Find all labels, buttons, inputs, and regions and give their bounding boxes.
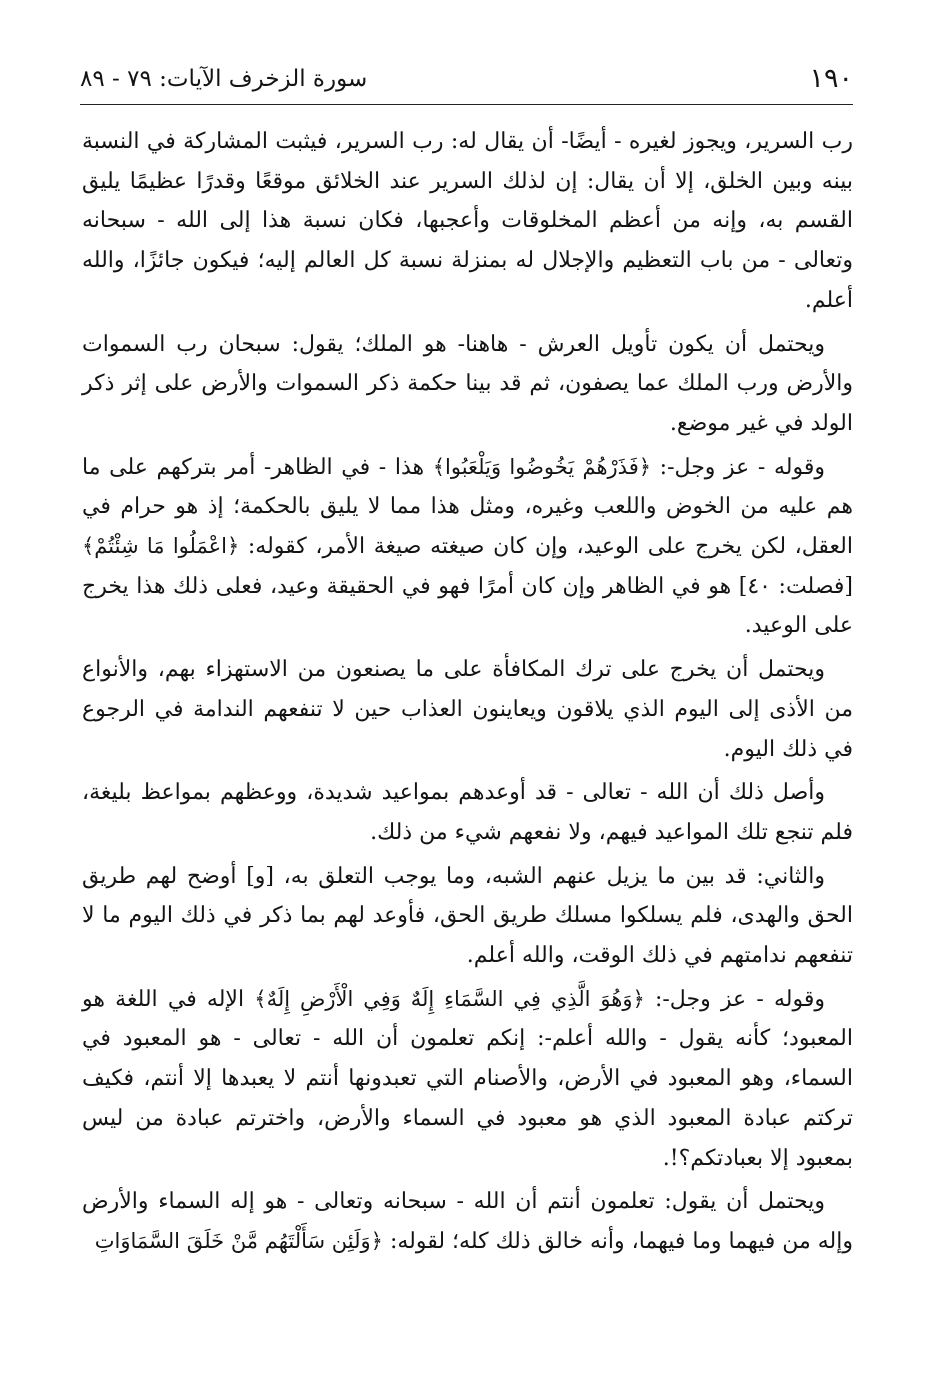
text-run: ويحتمل أن يكون تأويل العرش - هاهنا- هو الملك؛ يقول: سبحان رب السموات والأرض ورب الملك عما يصفون، ثم قد بينا حكمة ذكر السموات والأرض على إثر ذكر الولد في غير موضع.	[82, 331, 853, 436]
quran-quote: ﴿اعْمَلُوا مَا شِئْتُمْ﴾	[82, 534, 240, 559]
running-title: سورة الزخرف الآيات: ٧٩ - ٨٩	[80, 66, 368, 92]
text-run: والثاني: قد بين ما يزيل عنهم الشبه، وما يوجب التعلق به، [و] أوضح لهم طريق الحق والهدى، فلم يسلكوا مسلك طريق الحق، فأوعد لهم بما ذكر في ذلك اليوم ما لا تنفعهم ندامتهم في ذلك الوقت، والله أعلم.	[82, 863, 853, 969]
paragraph	[82, 122, 853, 321]
header-divider	[80, 104, 853, 105]
page-header	[80, 58, 853, 100]
quran-quote: ﴿فَذَرْهُمْ يَخُوضُوا وَيَلْعَبُوا﴾	[432, 454, 652, 479]
body-text	[82, 122, 853, 1266]
text-run: ويحتمل أن يقول: تعلمون أنتم أن الله - سبحانه وتعالى - هو إله السماء والأرض وإله من فيهما وما فيهما، وأنه خالق ذلك كله؛ لقوله:	[82, 1189, 853, 1254]
paragraph	[82, 325, 853, 444]
text-run: ويحتمل أن يخرج على ترك المكافأة على ما يصنعون من الاستهزاء بهم، والأنواع من الأذى إلى اليوم الذي يلاقون ويعاينون العذاب حين لا تنفعهم الندامة في الرجوع في ذلك اليوم.	[82, 657, 853, 762]
paragraph	[82, 980, 853, 1179]
quran-quote: ﴿وَلَئِن سَأَلْتَهُم مَّنْ خَلَقَ السَّمَاوَاتِ	[94, 1228, 383, 1253]
text-run: رب السرير، ويجوز لغيره - أيضًا- أن يقال له: رب السرير، فيثبت المشاركة في النسبة بينه وبين الخلق، إلا أن يقال: إن لذلك السرير عند الخلائق موقعًا وقدرًا عظيمًا يليق القسم به، وإنه من أعظم المخلوقات وأعجبها، فكان نسبة هذا إلى الله - سبحانه وتعالى - من باب التعظيم والإجلال له بمنزلة نسبة كل العالم إليه؛ فيكون جائزًا، والله أعلم.	[82, 129, 853, 313]
page-number: ١٩٠	[809, 63, 853, 94]
paragraph	[82, 773, 853, 852]
paragraph	[82, 650, 853, 769]
paragraph	[82, 1182, 853, 1261]
text-run: الإله في اللغة هو المعبود؛ كأنه يقول - والله أعلم-: إنكم تعلمون أن الله - تعالى - هو المعبود في السماء، وهو المعبود في الأرض، والأصنام التي تعبدونها أنتم لا يعبدها إلا أنتم، فكيف تركتم عبادة المعبود الذي هو معبود في السماء والأرض، واخترتم عبادة من ليس بمعبود إلا بعبادتكم؟!.	[82, 986, 853, 1171]
text-run: وقوله - عز وجل-:	[651, 454, 825, 480]
text-run: [فصلت: ٤٠] هو في الظاهر وإن كان أمرًا فهو في الحقيقة وعيد، فعلى ذلك هذا يخرج على الوعيد.	[82, 573, 854, 639]
paragraph	[82, 857, 853, 976]
quran-quote: ﴿وَهُوَ الَّذِي فِي السَّمَاءِ إِلَهٌ وَفِي الْأَرْضِ إِلَهٌ﴾	[254, 986, 645, 1011]
text-run: هذا - في الظاهر- أمر بتركهم على ما هم عليه من الخوض واللعب وغيره، ومثل هذا مما لا يليق بالحكمة؛ إذ هو حرام في العقل، لكن يخرج على الوعيد، وإن كان صيغته صيغة الأمر، كقوله:	[82, 454, 853, 560]
text-run: وقوله - عز وجل-:	[644, 986, 825, 1012]
text-run: وأصل ذلك أن الله - تعالى - قد أوعدهم بمواعيد شديدة، ووعظهم بمواعظ بليغة، فلم تنجع تلك المواعيد فيهم، ولا نفعهم شيء من ذلك.	[82, 780, 853, 845]
paragraph	[82, 448, 853, 647]
